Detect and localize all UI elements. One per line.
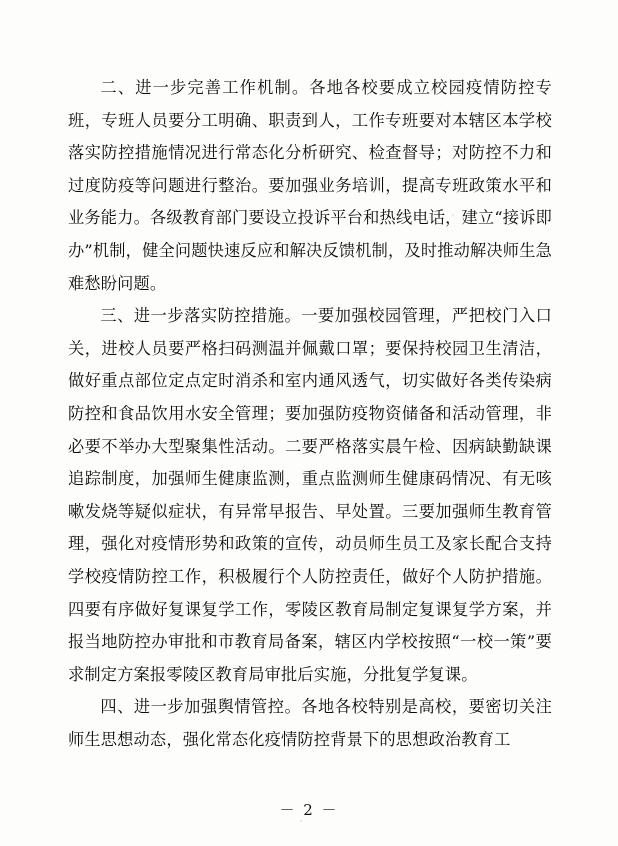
document-text-body — [68, 72, 552, 756]
scan-speck — [300, 820, 302, 822]
paragraph-work-mechanism: 二、进一步完善工作机制。各地各校要成立校园疫情防控专班，专班人员要分工明确、职责到人，工作专班要对本辖区本学校落实防控措施情况进行常态化分析研究、检查督导；对防控不力和过度防疫等问题进行整治。要加强业务培训，提高专班政策水平和业务能力。各级教育部门要设立投诉平台和热线电话，建立“接诉即办”机制，健全问题快速反应和解决反馈机制，及时推动解决师生急难愁盼问题。 — [68, 78, 552, 293]
page-number: － 2 － — [279, 801, 339, 819]
paragraph-public-opinion: 四、进一步加强舆情管控。各地各校特别是高校，要密切关注师生思想动态，强化常态化疫情防控背景下的思想政治教育工 — [68, 697, 552, 749]
paragraph-control-measures: 三、进一步落实防控措施。一要加强校园管理，严把校门入口关，进校人员要严格扫码测温并佩戴口罩；要保持校园卫生清洁，做好重点部位定点定时消杀和室内通风透气，切实做好各类传染病防控和食品饮用水安全管理；要加强防疫物资储备和活动管理，非必要不举办大型聚集性活动。二要严格落实晨午检、因病缺勤缺课追踪制度，加强师生健康监测，重点监测师生健康码情况、有无咳嗽发烧等疑似症状，有异常早报告、早处置。三要加强师生教育管理，强化对疫情形势和政策的宣传，动员师生员工及家长配合支持学校疫情防控工作，积极履行个人防控责任，做好个人防护措施。四要有序做好复课复学工作，零陵区教育局制定复课复学方案，并报当地防控办审批和市教育局备案，辖区内学校按照“一校一策”要求制定方案报零陵区教育局审批后实施，分批复学复课。 — [68, 306, 552, 684]
